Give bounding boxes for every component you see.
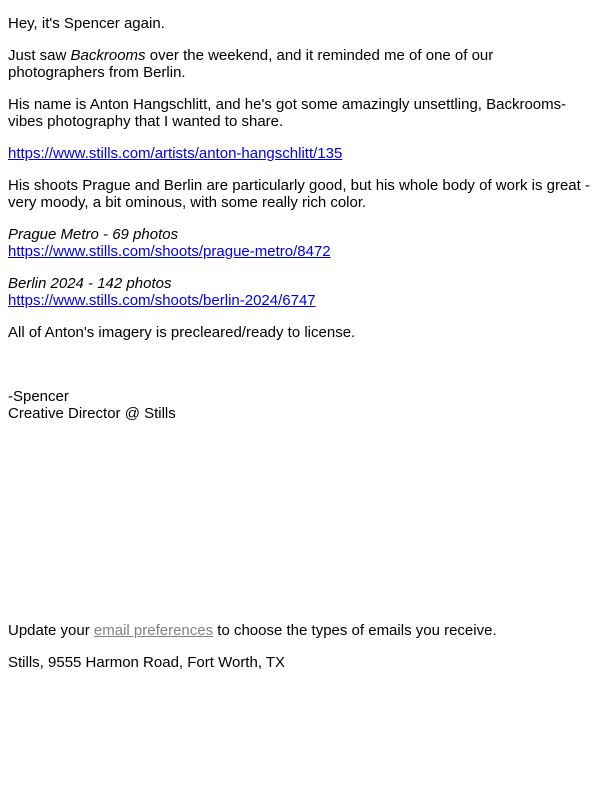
- intro-text-before: Just saw: [8, 47, 71, 64]
- email-preferences-link[interactable]: email preferences: [93, 622, 214, 639]
- preferences-after: to choose the types of emails you receive.: [213, 622, 497, 639]
- email-footer: [8, 622, 594, 686]
- license-note: All of Anton's imagery is precleared/ready to license.: [8, 324, 356, 341]
- shoot-link-berlin[interactable]: https://www.stills.com/shoots/berlin-2024/6747: [8, 292, 316, 309]
- preferences-text: [8, 622, 594, 639]
- paragraph-shoots: His shoots Prague and Berlin are particularly good, but his whole body of work is great - very moody, a bit ominous, with some really rich color.: [8, 177, 590, 211]
- shoot-prague: [8, 226, 594, 260]
- shoot-link-prague[interactable]: https://www.stills.com/shoots/prague-metro/8472: [8, 243, 331, 260]
- signature: [8, 388, 594, 422]
- artist-link-paragraph: [8, 145, 594, 162]
- shoot-title: Prague Metro - 69 photos: [8, 226, 179, 243]
- greeting: Hey, it's Spencer again.: [8, 15, 165, 32]
- shoot-title: Berlin 2024 - 142 photos: [8, 275, 172, 292]
- company-address: Stills, 9555 Harmon Road, Fort Worth, TX: [8, 654, 286, 671]
- paragraph-intro: [8, 47, 594, 81]
- signature-title: Creative Director @ Stills: [8, 405, 176, 422]
- shoot-berlin: [8, 275, 594, 309]
- preferences-before: Update your: [8, 622, 94, 639]
- signature-name: -Spencer: [8, 388, 69, 405]
- paragraph-artist: His name is Anton Hangschlitt, and he's got some amazingly unsettling, Backrooms-vibes photography that I wanted to share.: [8, 96, 567, 130]
- email-content: [8, 15, 594, 437]
- artist-link[interactable]: https://www.stills.com/artists/anton-hangschlitt/135: [8, 145, 343, 162]
- movie-title: Backrooms: [70, 47, 146, 64]
- intro-text-after: over the weekend, and it reminded me of one of our photographers from Berlin.: [8, 47, 494, 81]
